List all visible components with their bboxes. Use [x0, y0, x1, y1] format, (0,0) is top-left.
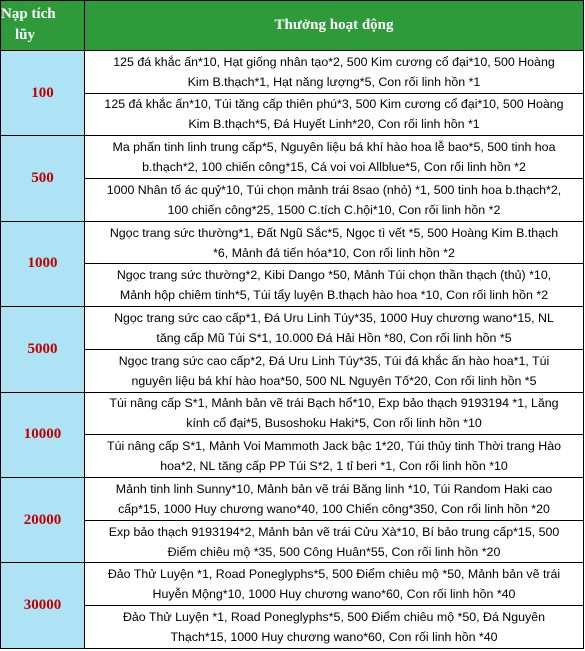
table-row: [1, 221, 584, 264]
table-row: [1, 349, 584, 392]
tier-header-line-2: lũy: [15, 27, 36, 44]
tier-header-line-1: Nạp tích: [1, 6, 56, 23]
reward-cell: [85, 520, 584, 563]
table-row: [1, 606, 584, 649]
reward-cell: [85, 136, 584, 179]
table-row: [1, 435, 584, 478]
reward-text-line: 100 chiến công*25, 1500 C.tích C.hội*10, Con rối linh hồn *2: [167, 202, 501, 217]
table-row: [1, 392, 584, 435]
reward-text-line: Ngọc trang sức cao cấp*1, Đá Uru Linh Túy*35, 1000 Huy chương wano*15, NL: [114, 311, 554, 326]
table-row: [1, 520, 584, 563]
reward-cell: [85, 221, 584, 264]
reward-cell: [85, 179, 584, 222]
reward-cell: [85, 50, 584, 93]
tier-amount: 500: [1, 136, 85, 221]
tier-column-header: [1, 1, 85, 51]
reward-table-body: [1, 1, 584, 649]
header-row: [1, 1, 584, 51]
reward-text-line: Kim B.thạch*1, Hạt năng lượng*5, Con rối linh hồn *1: [187, 74, 481, 89]
reward-text-line: *6, Mảnh đá tiến hóa*10, Con rối linh hồn *2: [213, 245, 455, 260]
reward-text-line: tăng cấp Mũ Túi S*1, 10.000 Đá Hải Hồn *80, Con rối linh hồn *5: [156, 331, 512, 346]
reward-text-line: b.thạch*2, 100 chiến công*15, Cá voi voi Allblue*5, Con rối linh hồn *2: [142, 160, 526, 175]
reward-cell: [85, 435, 584, 478]
reward-text-line: hoa*2, NL tăng cấp PP Túi S*2, 1 tỉ beri *1, Con rối linh hồn *10: [160, 459, 508, 474]
reward-text-line: Túi nâng cấp S*1, Mảnh bản vẽ trái Bạch hổ*10, Exp bảo thạch 9193194 *1, Lăng: [109, 396, 559, 411]
reward-text-line: Huyễn Mộng*10, 1000 Huy chương wano*60, Con rối linh hồn *40: [152, 587, 516, 602]
reward-cell: [85, 307, 584, 350]
reward-cell: [85, 93, 584, 136]
reward-cell: [85, 478, 584, 521]
reward-text-line: Đảo Thử Luyện *1, Road Poneglyphs*5, 500 Điểm chiêu mộ *50, Đá Nguyên: [122, 610, 546, 625]
reward-text-line: Đảo Thử Luyện *1, Road Poneglyphs*5, 500 Điểm chiêu mộ *50, Mảnh bản vẽ trái: [107, 567, 561, 582]
reward-text-line: 125 đá khắc ấn*10, Túi tăng cấp thiên phú*3, 500 Kim cương cổ đại*10, 500 Hoàng: [104, 97, 564, 112]
table-row: [1, 563, 584, 606]
reward-cell: [85, 349, 584, 392]
reward-cell: [85, 563, 584, 606]
table-row: [1, 264, 584, 307]
reward-text-line: cấp*15, 1000 Huy chương wano*40, 100 Chiến công*350, Con rối linh hồn *20: [118, 501, 550, 516]
reward-cell: [85, 392, 584, 435]
reward-text-line: Kim B.thạch*5, Đá Huyết Linh*20, Con rối linh hồn *1: [188, 117, 480, 132]
reward-cell: [85, 264, 584, 307]
reward-text-line: Ngọc trang sức thường*2, Kibi Dango *50, Mảnh Túi chọn thần thạch (thủ) *10,: [116, 268, 552, 283]
reward-cell: [85, 606, 584, 649]
table-row: [1, 93, 584, 136]
reward-text-line: kính cổ đại*5, Busoshoku Haki*5, Con rối linh hồn *10: [186, 416, 482, 431]
table-row: [1, 179, 584, 222]
tier-amount: 10000: [1, 392, 85, 477]
reward-column-header: Thưởng hoạt động: [85, 1, 584, 51]
table-row: [1, 307, 584, 350]
reward-text-line: Exp bảo thạch 9193194*2, Mảnh bản vẽ trái Cửu Xà*10, Bí bảo trung cấp*15, 500: [108, 524, 560, 539]
reward-text-line: Mảnh hộp chiêm tinh*5, Túi tẩy luyện B.thạch hào hoa *10, Con rối linh hồn *2: [119, 288, 549, 303]
reward-text-line: nguyên liệu bá khí hào hoa*50, 500 NL Nguyên Tố*20, Con rối linh hồn *5: [131, 373, 537, 388]
table-row: [1, 136, 584, 179]
reward-text-line: Ma phấn tinh linh trung cấp*5, Nguyên liệu bá khí hào hoa lễ bao*5, 500 tinh hoa: [112, 140, 556, 155]
reward-text-line: Điểm chiêu mộ *35, 500 Công Huân*55, Con rối linh hồn *20: [167, 544, 501, 559]
tier-amount: 1000: [1, 221, 85, 306]
reward-text-line: Ngọc trang sức cao cấp*2, Đá Uru Linh Túy*35, Túi đá khắc ấn hào hoa*1, Túi: [118, 353, 550, 368]
reward-text-line: 1000 Nhân tố ác quỷ*10, Túi chọn mảnh trái 8sao (nhỏ) *1, 500 tinh hoa b.thạch*2,: [106, 182, 562, 197]
reward-text-line: Mảnh tinh linh Sunny*10, Mảnh bản vẽ trái Băng linh *10, Túi Random Haki cao: [115, 481, 553, 496]
tier-amount: 5000: [1, 307, 85, 392]
reward-text-line: 125 đá khắc ấn*10, Hạt giống nhân tạo*2, 500 Kim cương cổ đại*10, 500 Hoàng: [113, 54, 555, 69]
reward-text-line: Thạch*15, 1000 Huy chương wano*60, Con rối linh hồn *40: [170, 630, 498, 645]
table-row: [1, 50, 584, 93]
reward-text-line: Ngọc trang sức thường*1, Đất Ngũ Sắc*5, Ngọc tì vết *5, 500 Hoàng Kim B.thạch: [109, 225, 559, 240]
reward-text-line: Túi nâng cấp S*1, Mảnh Voi Mammoth Jack bậc 1*20, Túi thủy tinh Thời trang Hào: [107, 439, 561, 454]
table-row: [1, 478, 584, 521]
tier-amount: 100: [1, 50, 85, 135]
tier-amount: 20000: [1, 478, 85, 563]
tier-amount: 30000: [1, 563, 85, 649]
